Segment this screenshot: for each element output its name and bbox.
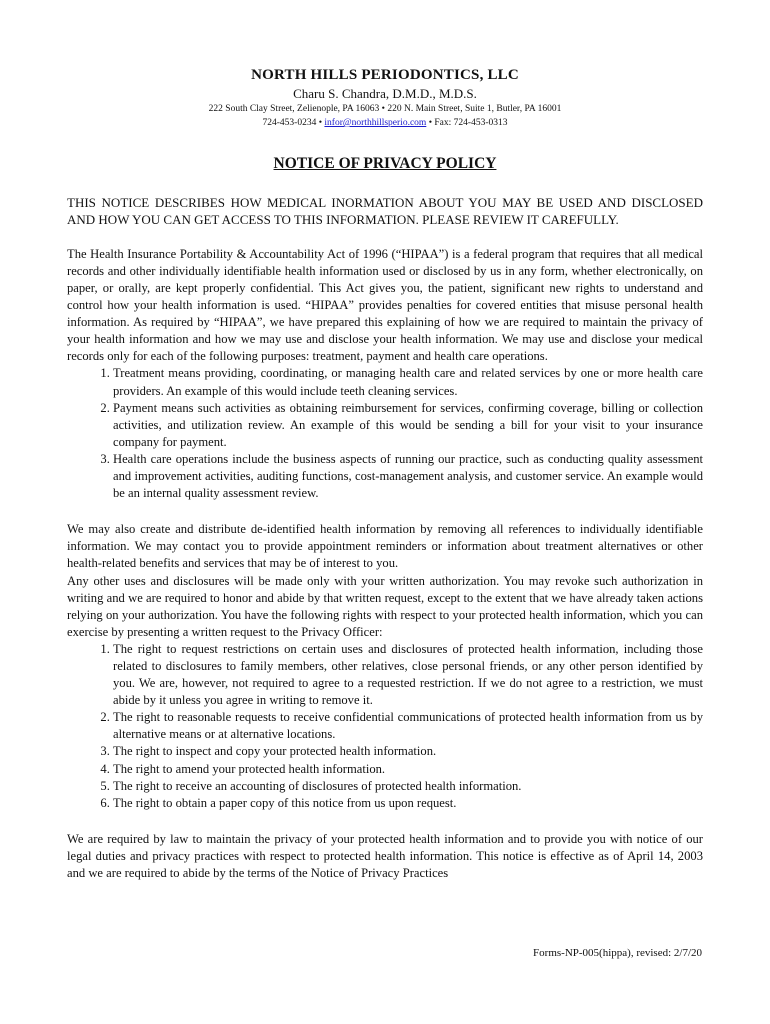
list-item: 6. The right to obtain a paper copy of this notice from us upon request.: [113, 795, 703, 812]
doctor-name: Charu S. Chandra, D.M.D., M.D.S.: [293, 86, 477, 101]
hipaa-paragraph: The Health Insurance Portability & Accountability Act of 1996 (“HIPAA”) is a federal program that requires that all medical records and other individually identifiable health information used or disclosed by us in any form, whether electronically, on paper, or orally, are kept properly confidential. This Act gives you, the patient, significant new rights to understand and control how your health information is used. “HIPAA” provides penalties for covered entities that misuse personal health information. As required by “HIPAA”, we have prepared this explaining of how we are required to maintain the privacy of your health information and how we may use and disclose your health information. We may use and disclose your medical records only for each of the following purposes: treatment, payment and health care operations.: [67, 246, 703, 364]
fax-number: • Fax: 724-453-0313: [428, 118, 508, 128]
contact-line: [67, 116, 703, 130]
document-title: NOTICE OF PRIVACY POLICY: [273, 155, 497, 172]
email-link[interactable]: infor@northhillsperio.com: [324, 118, 427, 128]
purposes-list: [67, 365, 703, 502]
list-item: 1. The right to request restrictions on certain uses and disclosures of protected health information, including those related to disclosures to family members, other relatives, close personal friends, or any other person identified by you. We are, however, not required to agree to a requested restriction. If we do not agree to a restriction, we must abide by it unless you agree in writing to remove it.: [113, 641, 703, 709]
list-item: 3. The right to inspect and copy your protected health information.: [113, 743, 703, 760]
firm-name: NORTH HILLS PERIODONTICS, LLC: [251, 67, 519, 83]
document-page: [67, 66, 703, 882]
list-item: 4. The right to amend your protected health information.: [113, 761, 703, 778]
form-footer: Forms-NP-005(hippa), revised: 2/7/20: [533, 947, 702, 959]
list-item: 1. Treatment means providing, coordinating, or managing health care and related services by one or more health care providers. An example of this would include teeth cleaning services.: [113, 365, 703, 399]
deidentified-paragraph: We may also create and distribute de-identified health information by removing all references to individually identifiable information. We may contact you to provide appointment reminders or information about treatment alternatives or other health-related benefits and services that may be of interest to you.: [67, 522, 703, 571]
rights-list: [67, 641, 703, 812]
list-item: 2. Payment means such activities as obtaining reimbursement for services, confirming coverage, billing or collection activities, and utilization review. An example of this would be sending a bill for your visit to your insurance company for payment.: [113, 400, 703, 451]
list-item: 2. The right to reasonable requests to receive confidential communications of protected health information from us by alternative means or at alternative locations.: [113, 709, 703, 743]
list-item: 5. The right to receive an accounting of disclosures of protected health information.: [113, 778, 703, 795]
list-item: 3. Health care operations include the business aspects of running our practice, such as conducting quality assessment and improvement activities, auditing functions, cost-management analysis, and customer service. An example would be an internal quality assessment review.: [113, 451, 703, 502]
authorization-paragraph: Any other uses and disclosures will be made only with your written authorization. You may revoke such authorization in writing and we are required to honor and abide by that written request, except to the extent that we have already taken actions relying on your authorization. You have the following rights with respect to your protected health information, which you can exercise by presenting a written request to the Privacy Officer:: [67, 573, 703, 639]
intro-notice: THIS NOTICE DESCRIBES HOW MEDICAL INORMATION ABOUT YOU MAY BE USED AND DISCLOSED AND HOW YOU CAN GET ACCESS TO THIS INFORMATION. PLEASE REVIEW IT CAREFULLY.: [67, 195, 703, 228]
office-addresses: 222 South Clay Street, Zelienople, PA 16063 • 220 N. Main Street, Suite 1, Butler, PA 16001: [208, 104, 562, 114]
phone-number: 724-453-0234 •: [262, 118, 323, 128]
legal-duties-paragraph: We are required by law to maintain the privacy of your protected health information and to provide you with notice of our legal duties and privacy practices with respect to protected health information. This notice is effective as of April 14, 2003 and we are required to abide by the terms of the Notice of Privacy Practices: [67, 831, 703, 880]
